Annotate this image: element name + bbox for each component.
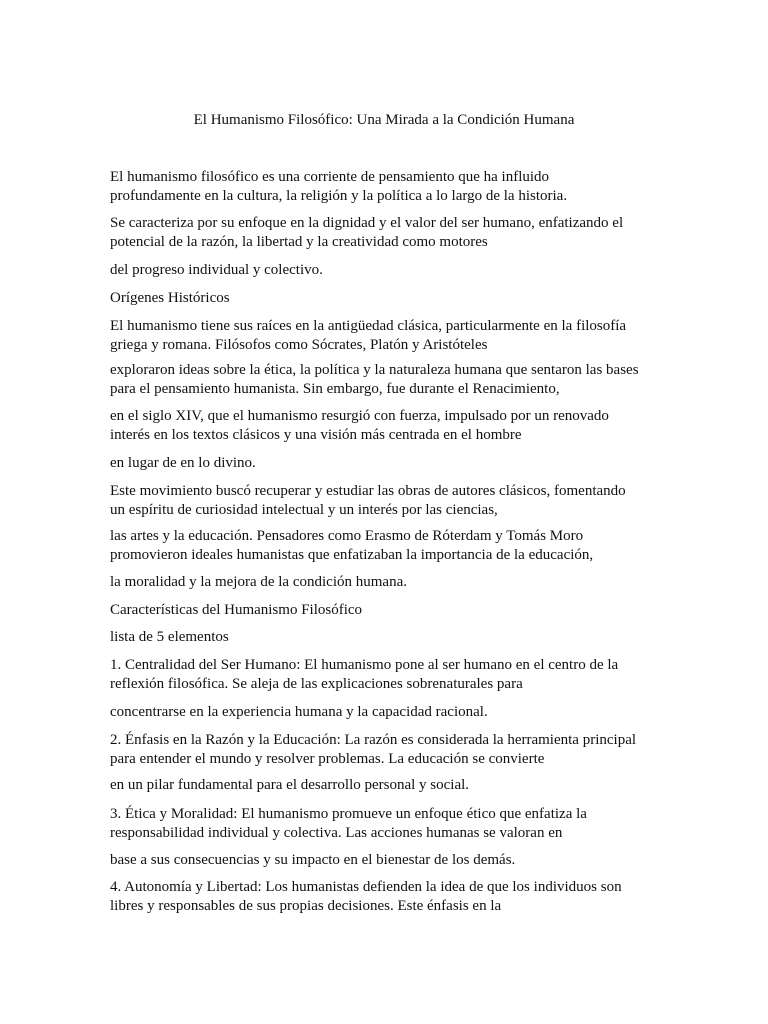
text-line: 3. Ética y Moralidad: El humanismo promueve un enfoque ético que enfatiza la — [110, 806, 587, 822]
list-item — [110, 656, 670, 693]
paragraph — [110, 776, 670, 795]
paragraph — [110, 317, 670, 354]
paragraph — [110, 361, 670, 398]
text-line: promovieron ideales humanistas que enfatizaban la importancia de la educación, — [110, 546, 594, 563]
paragraph — [110, 214, 670, 251]
paragraph — [110, 168, 670, 205]
paragraph — [110, 851, 670, 870]
text-line: Orígenes Históricos — [110, 290, 230, 306]
text-line: El humanismo tiene sus raíces en la antigüedad clásica, particularmente en la filosofía — [110, 318, 627, 334]
text-line: concentrarse en la experiencia humana y la capacidad racional. — [110, 704, 488, 720]
text-line: base a sus consecuencias y su impacto en el bienestar de los demás. — [110, 852, 516, 868]
section-heading — [110, 601, 670, 620]
text-line: 4. Autonomía y Libertad: Los humanistas defienden la idea de que los individuos son — [110, 879, 622, 895]
list-item — [110, 878, 670, 915]
text-line: reflexión filosófica. Se aleja de las explicaciones sobrenaturales para — [110, 675, 523, 692]
section-heading — [110, 289, 670, 308]
paragraph — [110, 527, 670, 564]
text-line: en lugar de en lo divino. — [110, 455, 256, 471]
paragraph — [110, 482, 670, 519]
paragraph — [110, 454, 670, 473]
paragraph — [110, 407, 670, 444]
text-line: responsabilidad individual y colectiva. Las acciones humanas se valoran en — [110, 824, 563, 841]
text-line: potencial de la razón, la libertad y la creatividad como motores — [110, 233, 488, 250]
text-line: para el pensamiento humanista. Sin embargo, fue durante el Renacimiento, — [110, 380, 560, 397]
document-title: El Humanismo Filosófico: Una Mirada a la Condición Humana — [193, 112, 575, 128]
text-line: en el siglo XIV, que el humanismo resurgió con fuerza, impulsado por un renovado — [110, 408, 609, 424]
paragraph — [110, 573, 670, 592]
text-line: en un pilar fundamental para el desarrollo personal y social. — [110, 777, 470, 793]
text-line: 1. Centralidad del Ser Humano: El humanismo pone al ser humano en el centro de la — [110, 657, 619, 673]
text-line: para entender el mundo y resolver problemas. La educación se convierte — [110, 750, 545, 767]
text-line: 2. Énfasis en la Razón y la Educación: La razón es considerada la herramienta principal — [110, 732, 637, 748]
paragraph — [110, 261, 670, 280]
text-line: El humanismo filosófico es una corriente de pensamiento que ha influido — [110, 169, 550, 185]
text-line: griega y romana. Filósofos como Sócrates, Platón y Aristóteles — [110, 336, 488, 353]
text-line: del progreso individual y colectivo. — [110, 262, 323, 278]
paragraph — [110, 628, 670, 647]
list-item — [110, 731, 670, 768]
text-line: las artes y la educación. Pensadores como Erasmo de Róterdam y Tomás Moro — [110, 528, 584, 544]
text-line: lista de 5 elementos — [110, 629, 229, 645]
text-line: la moralidad y la mejora de la condición humana. — [110, 574, 407, 590]
text-line: un espíritu de curiosidad intelectual y un interés por las ciencias, — [110, 501, 498, 518]
text-line: exploraron ideas sobre la ética, la política y la naturaleza humana que sentaron las bases — [110, 362, 639, 378]
text-line: libres y responsables de sus propias decisiones. Este énfasis en la — [110, 897, 502, 914]
text-line: Este movimiento buscó recuperar y estudiar las obras de autores clásicos, fomentando — [110, 483, 626, 499]
text-line: Se caracteriza por su enfoque en la dignidad y el valor del ser humano, enfatizando el — [110, 215, 624, 231]
text-line: interés en los textos clásicos y una visión más centrada en el hombre — [110, 426, 522, 443]
text-line: Características del Humanismo Filosófico — [110, 602, 363, 618]
list-item — [110, 805, 670, 842]
paragraph — [110, 703, 670, 722]
text-line: profundamente en la cultura, la religión y la política a lo largo de la historia. — [110, 187, 568, 204]
